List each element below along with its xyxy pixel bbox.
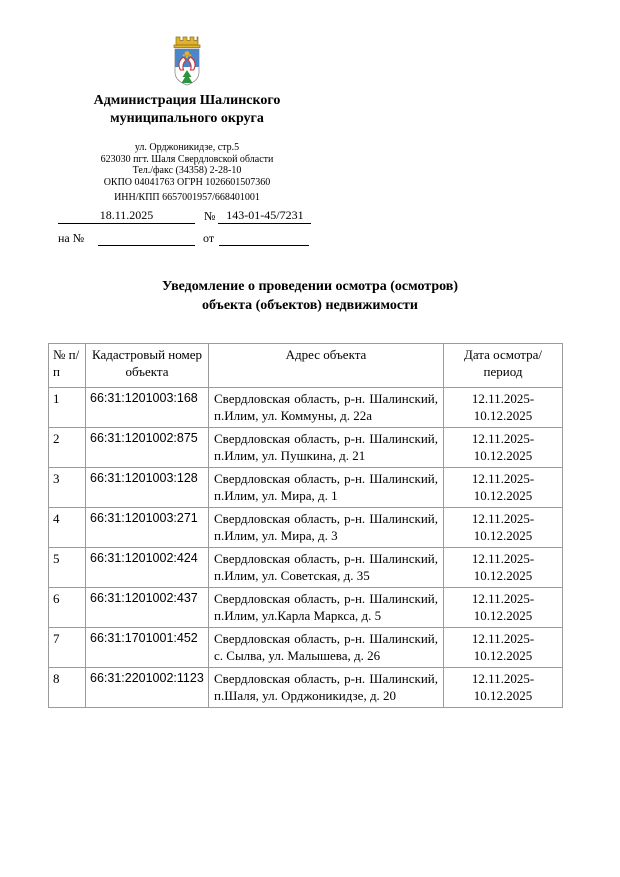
document-title-line1: Уведомление о проведении осмотра (осмотров) bbox=[161, 279, 459, 294]
object-address-cell: Свердловская область, р-н. Шалинский, п.Илим, ул. Советская, д. 35 bbox=[209, 548, 444, 588]
header-inspection-period: Дата осмотра/ период bbox=[444, 344, 563, 388]
object-address-cell: Свердловская область, р-н. Шалинский, п.Илим, ул. Пушкина, д. 21 bbox=[209, 428, 444, 468]
object-address-cell: Свердловская область, р-н. Шалинский, п.Шаля, ул. Орджоникидзе, д. 20 bbox=[209, 668, 444, 708]
document-number: 143-01-45/7231 bbox=[218, 208, 311, 224]
org-name-line1: Администрация Шалинского bbox=[93, 93, 281, 108]
coat-of-arms-icon bbox=[167, 34, 207, 90]
row-number-cell: 1 bbox=[49, 388, 86, 428]
cadastral-number-cell: 66:31:1201003:128 bbox=[86, 468, 209, 508]
row-number-cell: 7 bbox=[49, 628, 86, 668]
table-row bbox=[49, 588, 563, 628]
inspection-period-cell: 12.11.2025-10.12.2025 bbox=[444, 508, 563, 548]
row-number-cell: 4 bbox=[49, 508, 86, 548]
org-name-line2: муниципального округа bbox=[110, 111, 264, 126]
object-address-cell: Свердловская область, р-н. Шалинский, п.Илим, ул. Мира, д. 3 bbox=[209, 508, 444, 548]
table-row bbox=[49, 508, 563, 548]
object-address-cell: Свердловская область, р-н. Шалинский, п.Илим, ул. Коммуны, д. 22а bbox=[209, 388, 444, 428]
table-row bbox=[49, 428, 563, 468]
table-header-row bbox=[49, 344, 563, 388]
cadastral-number-cell: 66:31:1201002:875 bbox=[86, 428, 209, 468]
number-sign-label: № bbox=[204, 209, 216, 223]
inspection-period-cell: 12.11.2025-10.12.2025 bbox=[444, 468, 563, 508]
cadastral-number-cell: 66:31:2201002:1123 bbox=[86, 668, 209, 708]
table-row bbox=[49, 468, 563, 508]
reference-row-1 bbox=[58, 204, 318, 224]
org-address bbox=[40, 142, 334, 188]
from-label: от bbox=[203, 231, 215, 245]
header-object-address: Адрес объекта bbox=[209, 344, 444, 388]
letterhead bbox=[40, 34, 334, 204]
table-row bbox=[49, 388, 563, 428]
reply-to-number-blank bbox=[98, 244, 195, 246]
object-address-cell: Свердловская область, р-н. Шалинский, п.Илим, ул. Мира, д. 1 bbox=[209, 468, 444, 508]
row-number-cell: 6 bbox=[49, 588, 86, 628]
inspection-period-cell: 12.11.2025-10.12.2025 bbox=[444, 668, 563, 708]
cadastral-number-cell: 66:31:1701001:452 bbox=[86, 628, 209, 668]
table-row bbox=[49, 548, 563, 588]
org-address-phone: Тел./факс (34358) 2-28-10 bbox=[132, 165, 242, 176]
org-inn-kpp: ИНН/КПП 6657001957/668401001 bbox=[114, 192, 260, 203]
table-row bbox=[49, 668, 563, 708]
org-address-okpo-ogrn: ОКПО 04041763 ОГРН 1026601507360 bbox=[103, 176, 271, 188]
row-number-cell: 2 bbox=[49, 428, 86, 468]
cadastral-number-cell: 66:31:1201003:271 bbox=[86, 508, 209, 548]
row-number-cell: 3 bbox=[49, 468, 86, 508]
reference-block bbox=[58, 204, 318, 246]
cadastral-number-cell: 66:31:1201002:424 bbox=[86, 548, 209, 588]
document-title-line2: объекта (объектов) недвижимости bbox=[202, 298, 418, 313]
header-row-number: № п/п bbox=[49, 344, 86, 388]
inspection-period-cell: 12.11.2025-10.12.2025 bbox=[444, 428, 563, 468]
object-address-cell: Свердловская область, р-н. Шалинский, п.Илим, ул.Карла Маркса, д. 5 bbox=[209, 588, 444, 628]
table-row bbox=[49, 628, 563, 668]
cadastral-number-cell: 66:31:1201002:437 bbox=[86, 588, 209, 628]
row-number-cell: 5 bbox=[49, 548, 86, 588]
row-number-cell: 8 bbox=[49, 668, 86, 708]
from-date-blank bbox=[219, 244, 309, 246]
reference-row-2 bbox=[58, 226, 318, 246]
cadastral-number-cell: 66:31:1201003:168 bbox=[86, 388, 209, 428]
inspection-period-cell: 12.11.2025-10.12.2025 bbox=[444, 628, 563, 668]
header-cadastral-number: Кадастровый номер объекта bbox=[86, 344, 209, 388]
inspection-objects-table bbox=[48, 343, 563, 708]
inspection-period-cell: 12.11.2025-10.12.2025 bbox=[444, 388, 563, 428]
org-name bbox=[40, 92, 334, 128]
inspection-period-cell: 12.11.2025-10.12.2025 bbox=[444, 548, 563, 588]
org-address-street: ул. Орджоникидзе, стр.5 bbox=[134, 142, 240, 153]
reply-to-number-label: на № bbox=[58, 231, 85, 245]
document-date: 18.11.2025 bbox=[58, 208, 195, 224]
object-address-cell: Свердловская область, р-н. Шалинский, с. Сылва, ул. Малышева, д. 26 bbox=[209, 628, 444, 668]
inspection-period-cell: 12.11.2025-10.12.2025 bbox=[444, 588, 563, 628]
org-address-city: 623030 пгт. Шаля Свердловской области bbox=[100, 153, 274, 165]
document-title bbox=[0, 277, 620, 315]
